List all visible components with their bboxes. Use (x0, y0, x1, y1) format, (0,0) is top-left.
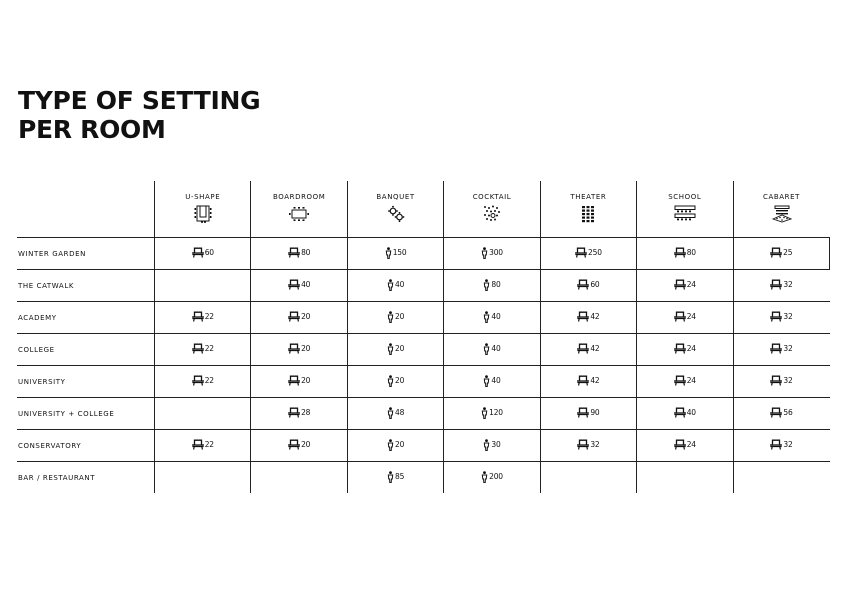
person-icon (387, 279, 394, 291)
capacity-cell-theater (540, 366, 636, 398)
capacity-cell-banquet (347, 334, 443, 366)
capacity-cell-boardroom (251, 238, 347, 270)
capacity-value: 60 (204, 248, 214, 257)
capacity-value: 25 (783, 248, 793, 257)
capacity-value: 40 (491, 312, 501, 321)
capacity-cell-cabaret (733, 430, 829, 462)
capacity-cell-cocktail (444, 430, 540, 462)
chair-icon (770, 247, 782, 258)
column-label-school: SCHOOL (668, 193, 702, 201)
capacity-value: 40 (395, 280, 405, 289)
chair-icon (770, 279, 782, 290)
chair-icon (770, 311, 782, 322)
capacity-cell-school (637, 398, 733, 430)
room-column-header (17, 181, 155, 238)
capacity-value: 22 (204, 344, 214, 353)
column-label-cocktail: COCKTAIL (472, 193, 512, 201)
capacity-cell-cabaret (733, 398, 829, 430)
chair-icon (575, 247, 587, 258)
room-name: WINTER GARDEN (17, 238, 155, 270)
capacity-value: 85 (395, 472, 405, 481)
capacity-cell-boardroom (251, 366, 347, 398)
banquet-tables-icon (385, 202, 407, 223)
capacity-value: 22 (204, 440, 214, 449)
title-line-1: TYPE OF SETTING (18, 86, 261, 115)
chair-icon (288, 247, 300, 258)
cocktail-crowd-icon (481, 202, 503, 223)
table-row (17, 462, 830, 494)
capacity-value: 80 (491, 280, 501, 289)
person-icon (481, 407, 488, 419)
boardroom-table-icon (288, 202, 310, 223)
capacity-cell-boardroom (251, 270, 347, 302)
column-label-banquet: BANQUET (376, 193, 415, 201)
column-header-ushape (155, 181, 251, 238)
capacity-value: 80 (686, 248, 696, 257)
column-header-school (637, 181, 733, 238)
chair-icon (577, 439, 589, 450)
page-title (18, 86, 260, 144)
chair-icon (192, 439, 204, 450)
capacity-cell-boardroom (251, 430, 347, 462)
person-icon (481, 471, 488, 483)
capacity-value: 20 (301, 376, 311, 385)
person-icon (387, 439, 394, 451)
capacity-cell-banquet (347, 398, 443, 430)
capacity-cell-cabaret (733, 334, 829, 366)
table-row (17, 302, 830, 334)
person-icon (387, 375, 394, 387)
room-name: ACADEMY (17, 302, 155, 334)
chair-icon (577, 407, 589, 418)
capacity-cell-ushape (155, 398, 251, 430)
column-header-cocktail (444, 181, 540, 238)
person-icon (483, 439, 490, 451)
capacity-value: 120 (489, 408, 503, 417)
capacity-cell-ushape (155, 270, 251, 302)
column-label-ushape: U-SHAPE (185, 193, 221, 201)
column-header-boardroom (251, 181, 347, 238)
room-name: COLLEGE (17, 334, 155, 366)
capacity-value: 20 (301, 344, 311, 353)
capacity-cell-cocktail (444, 334, 540, 366)
capacity-cell-boardroom (251, 302, 347, 334)
room-name: UNIVERSITY (17, 366, 155, 398)
capacity-cell-banquet (347, 430, 443, 462)
capacity-value: 32 (783, 440, 793, 449)
chair-icon (770, 375, 782, 386)
capacity-value: 40 (301, 280, 311, 289)
capacity-cell-theater (540, 334, 636, 366)
capacity-cell-cocktail (444, 366, 540, 398)
capacity-cell-school (637, 334, 733, 366)
capacity-value: 24 (686, 440, 696, 449)
chair-icon (288, 343, 300, 354)
chair-icon (192, 375, 204, 386)
capacity-value: 22 (204, 376, 214, 385)
person-icon (387, 471, 394, 483)
person-icon (385, 247, 392, 259)
chair-icon (770, 439, 782, 450)
capacity-cell-boardroom (251, 398, 347, 430)
title-line-2: PER ROOM (18, 115, 166, 144)
capacity-cell-cocktail (444, 398, 540, 430)
capacity-value: 40 (686, 408, 696, 417)
capacity-cell-cocktail (444, 462, 540, 494)
table-row (17, 398, 830, 430)
capacity-cell-theater (540, 238, 636, 270)
capacity-cell-cabaret (733, 366, 829, 398)
chair-icon (674, 343, 686, 354)
capacity-cell-ushape (155, 238, 251, 270)
chair-icon (770, 343, 782, 354)
capacity-cell-cocktail (444, 238, 540, 270)
capacity-cell-school (637, 302, 733, 334)
school-desks-icon (674, 202, 696, 223)
capacity-cell-ushape (155, 302, 251, 334)
capacity-value: 300 (489, 248, 503, 257)
capacity-value: 40 (491, 344, 501, 353)
capacity-value: 56 (783, 408, 793, 417)
person-icon (387, 407, 394, 419)
chair-icon (577, 311, 589, 322)
capacity-value: 24 (686, 376, 696, 385)
column-label-theater: THEATER (570, 193, 607, 201)
person-icon (481, 247, 488, 259)
chair-icon (674, 247, 686, 258)
capacity-cell-ushape (155, 334, 251, 366)
capacity-value: 60 (590, 280, 600, 289)
capacity-value: 20 (301, 312, 311, 321)
chair-icon (674, 311, 686, 322)
table-row (17, 334, 830, 366)
capacity-cell-school (637, 430, 733, 462)
capacity-value: 20 (301, 440, 311, 449)
chair-icon (674, 279, 686, 290)
capacity-value: 32 (783, 344, 793, 353)
capacity-cell-cabaret (733, 270, 829, 302)
capacity-value: 250 (588, 248, 602, 257)
capacity-cell-theater (540, 398, 636, 430)
capacity-cell-banquet (347, 462, 443, 494)
capacity-value: 200 (489, 472, 503, 481)
column-header-theater (540, 181, 636, 238)
u-shape-icon (192, 202, 214, 223)
chair-icon (288, 439, 300, 450)
capacity-cell-ushape (155, 366, 251, 398)
column-label-cabaret: CABARET (762, 193, 801, 201)
capacity-cell-theater (540, 462, 636, 494)
capacity-cell-cabaret (733, 462, 829, 494)
column-header-cabaret (733, 181, 829, 238)
capacity-value: 40 (491, 376, 501, 385)
column-label-boardroom: BOARDROOM (272, 193, 326, 201)
table-row (17, 430, 830, 462)
capacity-value: 20 (395, 440, 405, 449)
chair-icon (577, 343, 589, 354)
capacity-value: 20 (395, 344, 405, 353)
room-name: UNIVERSITY + COLLEGE (17, 398, 155, 430)
capacity-value: 42 (590, 312, 600, 321)
capacity-value: 150 (392, 248, 407, 257)
capacity-cell-school (637, 270, 733, 302)
person-icon (483, 279, 490, 291)
chair-icon (674, 439, 686, 450)
capacity-cell-school (637, 238, 733, 270)
theater-seats-icon (577, 202, 599, 223)
capacity-cell-banquet (347, 366, 443, 398)
capacity-value: 80 (301, 248, 311, 257)
capacity-cell-cocktail (444, 270, 540, 302)
table-row (17, 238, 830, 270)
room-name: BAR / RESTAURANT (17, 462, 155, 494)
chair-icon (674, 407, 686, 418)
capacity-cell-school (637, 366, 733, 398)
capacity-value: 42 (590, 344, 600, 353)
capacity-cell-banquet (347, 238, 443, 270)
capacity-value: 32 (590, 440, 600, 449)
capacity-value: 22 (204, 312, 214, 321)
capacity-cell-boardroom (251, 462, 347, 494)
chair-icon (192, 247, 204, 258)
chair-icon (288, 311, 300, 322)
capacity-cell-ushape (155, 462, 251, 494)
capacity-cell-theater (540, 302, 636, 334)
person-icon (483, 375, 490, 387)
person-icon (483, 311, 490, 323)
capacity-cell-theater (540, 430, 636, 462)
room-name: CONSERVATORY (17, 430, 155, 462)
capacity-cell-boardroom (251, 334, 347, 366)
capacity-value: 30 (491, 440, 501, 449)
capacity-value: 24 (686, 280, 696, 289)
chair-icon (288, 407, 300, 418)
capacity-cell-ushape (155, 430, 251, 462)
capacity-value: 32 (783, 376, 793, 385)
capacity-value: 48 (395, 408, 405, 417)
person-icon (483, 343, 490, 355)
capacity-value: 32 (783, 280, 793, 289)
capacity-value: 90 (590, 408, 600, 417)
chair-icon (288, 279, 300, 290)
chair-icon (577, 279, 589, 290)
chair-icon (288, 375, 300, 386)
table-row (17, 366, 830, 398)
capacity-value: 24 (686, 344, 696, 353)
capacity-value: 24 (686, 312, 696, 321)
capacity-cell-cabaret (733, 238, 829, 270)
capacity-value: 42 (590, 376, 600, 385)
capacity-cell-banquet (347, 270, 443, 302)
table-header (17, 181, 830, 238)
column-header-banquet (347, 181, 443, 238)
chair-icon (192, 311, 204, 322)
chair-icon (770, 407, 782, 418)
capacity-value: 28 (301, 408, 311, 417)
person-icon (387, 343, 394, 355)
cabaret-tables-icon (771, 202, 793, 223)
capacity-value: 20 (395, 312, 405, 321)
capacity-value: 20 (395, 376, 405, 385)
person-icon (387, 311, 394, 323)
chair-icon (577, 375, 589, 386)
chair-icon (192, 343, 204, 354)
capacity-cell-school (637, 462, 733, 494)
room-name: THE CATWALK (17, 270, 155, 302)
setting-capacity-table (17, 181, 830, 493)
capacity-cell-cocktail (444, 302, 540, 334)
table-body (17, 238, 830, 494)
capacity-value: 32 (783, 312, 793, 321)
chair-icon (674, 375, 686, 386)
capacity-cell-banquet (347, 302, 443, 334)
capacity-cell-theater (540, 270, 636, 302)
capacity-cell-cabaret (733, 302, 829, 334)
table-row (17, 270, 830, 302)
